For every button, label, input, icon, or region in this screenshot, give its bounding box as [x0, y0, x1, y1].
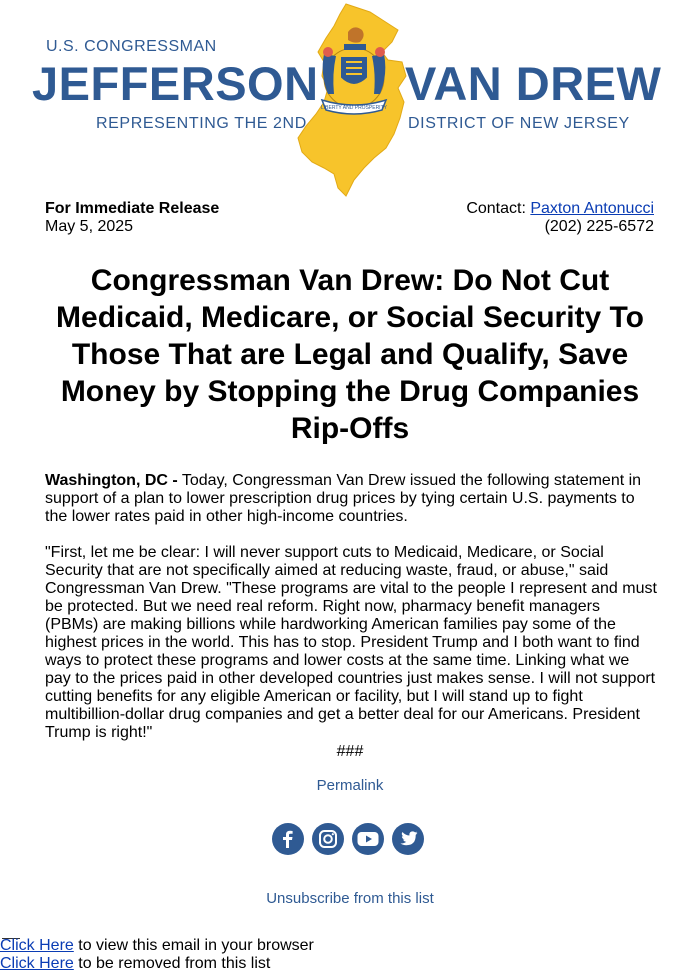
permalink — [0, 777, 700, 794]
banner-subtitle-right: DISTRICT OF NEW JERSEY — [408, 115, 630, 132]
release-date: May 5, 2025 — [45, 218, 134, 235]
new-jersey-seal-map-logo — [294, 2, 410, 198]
youtube-icon[interactable] — [352, 823, 384, 855]
banner-small-title: U.S. CONGRESSMAN — [46, 38, 217, 55]
unsubscribe-link[interactable]: Unsubscribe from this list — [266, 890, 434, 907]
view-in-browser-link[interactable]: Click Here — [0, 937, 74, 954]
instagram-icon[interactable] — [312, 823, 344, 855]
footer-view-in-browser — [0, 937, 314, 955]
press-release-headline: Congressman Van Drew: Do Not Cut Medicaid, Medicare, or Social Security To Those That are Legal and Qualify, Save Money by Stopping the Drug Companies Rip-Offs — [56, 264, 644, 445]
header-banner — [0, 0, 700, 200]
permalink-link[interactable]: Permalink — [316, 777, 384, 794]
facebook-icon[interactable] — [272, 823, 304, 855]
release-info — [45, 200, 219, 236]
end-mark: ### — [336, 743, 364, 760]
seal-ribbon-text: LIBERTY AND PROSPERITY — [321, 105, 387, 111]
social-links — [272, 823, 424, 855]
contact-label: Contact: — [466, 200, 531, 217]
body-paragraph-2: "First, let me be clear: I will never support cuts to Medicaid, Medicare, or Social Security that are not specifically aimed at reducing waste, fraud, or abuse," said Congressman Van Drew. "These programs are vital to the people I represent and must be protected. But we need real reform. Right now, pharmacy benefit managers (PBMs) are making billions while hardworking American families pay some of the highest prices in the world. This has to stop. President Trump and I both want to find ways to protect these programs and lower costs at the same time. Linking what we pay to the prices paid in other developed countries just makes sense. I will not support cutting benefits for any eligible American or facility, but I will stand up to fight multibillion-dollar drug companies and get a better deal for our Americans. President Trump is right!" — [45, 544, 657, 741]
banner-last-name: VAN DREW — [405, 57, 662, 110]
remove-from-list-link[interactable]: Click Here — [0, 955, 74, 972]
view-in-browser-text: to view this email in your browser — [73, 937, 314, 954]
banner-subtitle-left: REPRESENTING THE 2ND — [96, 115, 307, 132]
contact-name-link[interactable]: Paxton Antonucci — [530, 200, 654, 217]
release-label: For Immediate Release — [45, 200, 220, 217]
footer-remove-from-list — [0, 955, 270, 973]
dateline: Washington, DC - — [45, 472, 178, 489]
contact-info — [466, 200, 654, 236]
unsubscribe — [0, 890, 700, 907]
remove-from-list-text: to be removed from this list — [73, 955, 271, 972]
body-paragraph-1 — [45, 472, 657, 526]
banner-first-name: JEFFERSON — [32, 57, 319, 110]
paragraph-1-text: Today, Congressman Van Drew issued the following statement in support of a plan to lower prescription drug prices by tying certain U.S. payments to the lower rates paid in other high-income countries. — [45, 472, 642, 525]
twitter-icon[interactable] — [392, 823, 424, 855]
contact-phone: (202) 225-6572 — [544, 218, 654, 235]
